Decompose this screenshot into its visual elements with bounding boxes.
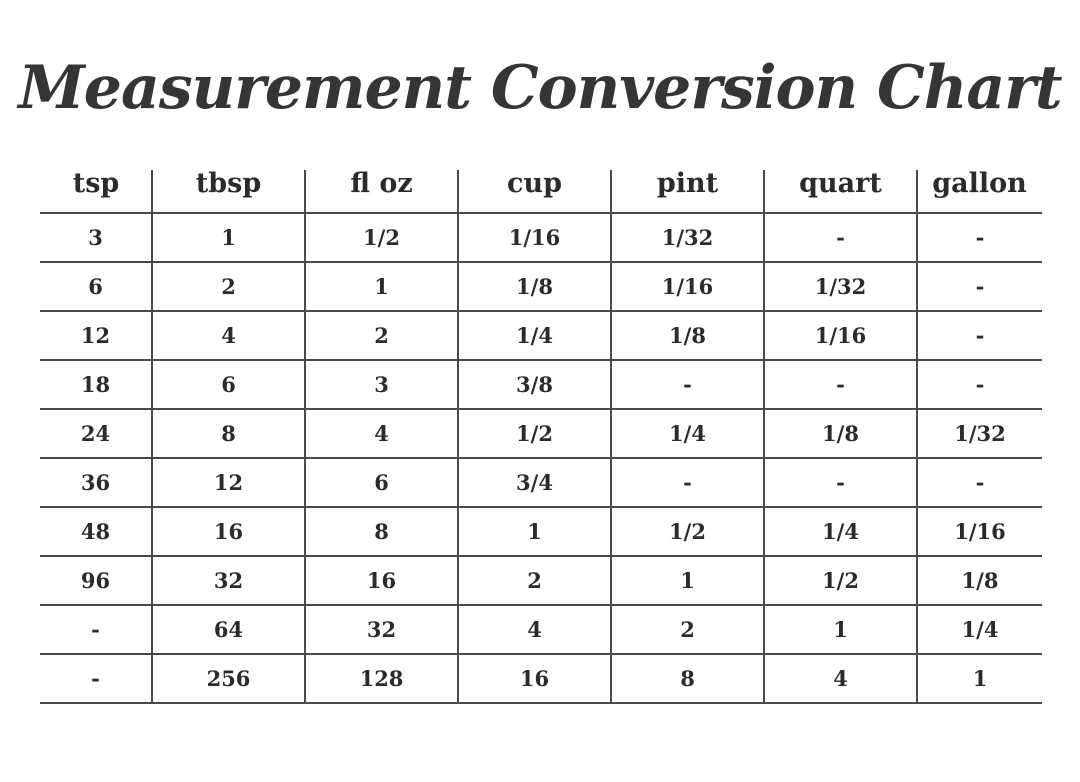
table-row xyxy=(40,556,1042,605)
table-cell: 8 xyxy=(305,507,458,556)
column-header-gallon xyxy=(917,154,1042,213)
table-cell: 8 xyxy=(152,409,305,458)
table-row xyxy=(40,458,1042,507)
column-header-tsp xyxy=(40,154,152,213)
table-cell: 1/2 xyxy=(611,507,764,556)
table-cell: 36 xyxy=(40,458,152,507)
column-header-label: cup xyxy=(507,167,562,199)
table-cell: 18 xyxy=(40,360,152,409)
table-cell: 1/2 xyxy=(305,213,458,262)
table-cell: 1/8 xyxy=(458,262,611,311)
table-cell: 16 xyxy=(458,654,611,703)
table-cell: - xyxy=(764,458,917,507)
table-header xyxy=(40,154,1042,213)
table-cell: 1/16 xyxy=(458,213,611,262)
table-cell: 2 xyxy=(611,605,764,654)
table-cell: 24 xyxy=(40,409,152,458)
table-cell: 12 xyxy=(152,458,305,507)
column-header-quart xyxy=(764,154,917,213)
table-cell: 1/16 xyxy=(764,311,917,360)
column-divider xyxy=(457,170,459,212)
table-cell: 64 xyxy=(152,605,305,654)
column-header-pint xyxy=(611,154,764,213)
table-cell: 128 xyxy=(305,654,458,703)
table-cell: - xyxy=(40,654,152,703)
table-cell: 1/32 xyxy=(611,213,764,262)
table-cell: 2 xyxy=(458,556,611,605)
column-header-label: pint xyxy=(656,167,719,199)
table-cell: 1/2 xyxy=(458,409,611,458)
table-cell: - xyxy=(40,605,152,654)
table-cell: 1/16 xyxy=(611,262,764,311)
table-cell: 16 xyxy=(152,507,305,556)
column-header-tbsp xyxy=(152,154,305,213)
table-cell: 32 xyxy=(305,605,458,654)
table-cell: 1/4 xyxy=(611,409,764,458)
table-cell: 48 xyxy=(40,507,152,556)
table-cell: 3 xyxy=(40,213,152,262)
table-cell: - xyxy=(611,360,764,409)
table-cell: 4 xyxy=(764,654,917,703)
table-cell: 3/4 xyxy=(458,458,611,507)
header-row xyxy=(40,154,1042,213)
table-row xyxy=(40,213,1042,262)
table-cell: - xyxy=(917,213,1042,262)
column-divider xyxy=(151,170,153,212)
table-row xyxy=(40,507,1042,556)
table-row xyxy=(40,654,1042,703)
table-cell: 1/32 xyxy=(917,409,1042,458)
table-row xyxy=(40,262,1042,311)
table-cell: 1 xyxy=(458,507,611,556)
table-cell: 1/16 xyxy=(917,507,1042,556)
table-cell: 6 xyxy=(40,262,152,311)
table-cell: - xyxy=(764,213,917,262)
table-row xyxy=(40,360,1042,409)
conversion-table xyxy=(40,154,1042,704)
table-cell: 32 xyxy=(152,556,305,605)
table-cell: 3 xyxy=(305,360,458,409)
table-row xyxy=(40,311,1042,360)
column-header-fl-oz xyxy=(305,154,458,213)
table-cell: 6 xyxy=(305,458,458,507)
table-cell: 256 xyxy=(152,654,305,703)
table-cell: 96 xyxy=(40,556,152,605)
table-cell: 1/4 xyxy=(917,605,1042,654)
table-cell: 1/4 xyxy=(764,507,917,556)
table-cell: 1/4 xyxy=(458,311,611,360)
table-cell: 2 xyxy=(152,262,305,311)
table-cell: 1/32 xyxy=(764,262,917,311)
table-cell: 1/8 xyxy=(611,311,764,360)
table-cell: 2 xyxy=(305,311,458,360)
table-cell: 4 xyxy=(458,605,611,654)
column-header-cup xyxy=(458,154,611,213)
table-cell: - xyxy=(917,311,1042,360)
table-cell: 1/2 xyxy=(764,556,917,605)
table-cell: 1/8 xyxy=(917,556,1042,605)
column-divider xyxy=(304,170,306,212)
table-cell: - xyxy=(611,458,764,507)
table-body xyxy=(40,213,1042,703)
table-cell: 16 xyxy=(305,556,458,605)
table-cell: 4 xyxy=(152,311,305,360)
table-cell: 1 xyxy=(305,262,458,311)
table-cell: 1 xyxy=(611,556,764,605)
table-row xyxy=(40,605,1042,654)
table-cell: - xyxy=(917,360,1042,409)
column-divider xyxy=(610,170,612,212)
column-header-label: gallon xyxy=(932,167,1027,199)
table-cell: - xyxy=(917,458,1042,507)
page-title: Measurement Conversion Chart xyxy=(18,53,1062,123)
table-cell: 3/8 xyxy=(458,360,611,409)
table-cell: 1 xyxy=(764,605,917,654)
column-header-label: tsp xyxy=(72,167,120,199)
table-cell: 1 xyxy=(917,654,1042,703)
table-row xyxy=(40,409,1042,458)
column-header-label: fl oz xyxy=(350,167,413,199)
column-header-label: quart xyxy=(799,167,882,199)
table-cell: 1/8 xyxy=(764,409,917,458)
table-cell: - xyxy=(917,262,1042,311)
table-cell: 1 xyxy=(152,213,305,262)
column-divider xyxy=(763,170,765,212)
column-header-label: tbsp xyxy=(195,167,262,199)
table-cell: - xyxy=(764,360,917,409)
table-cell: 8 xyxy=(611,654,764,703)
table-cell: 6 xyxy=(152,360,305,409)
column-divider xyxy=(916,170,918,212)
table-cell: 4 xyxy=(305,409,458,458)
table-cell: 12 xyxy=(40,311,152,360)
